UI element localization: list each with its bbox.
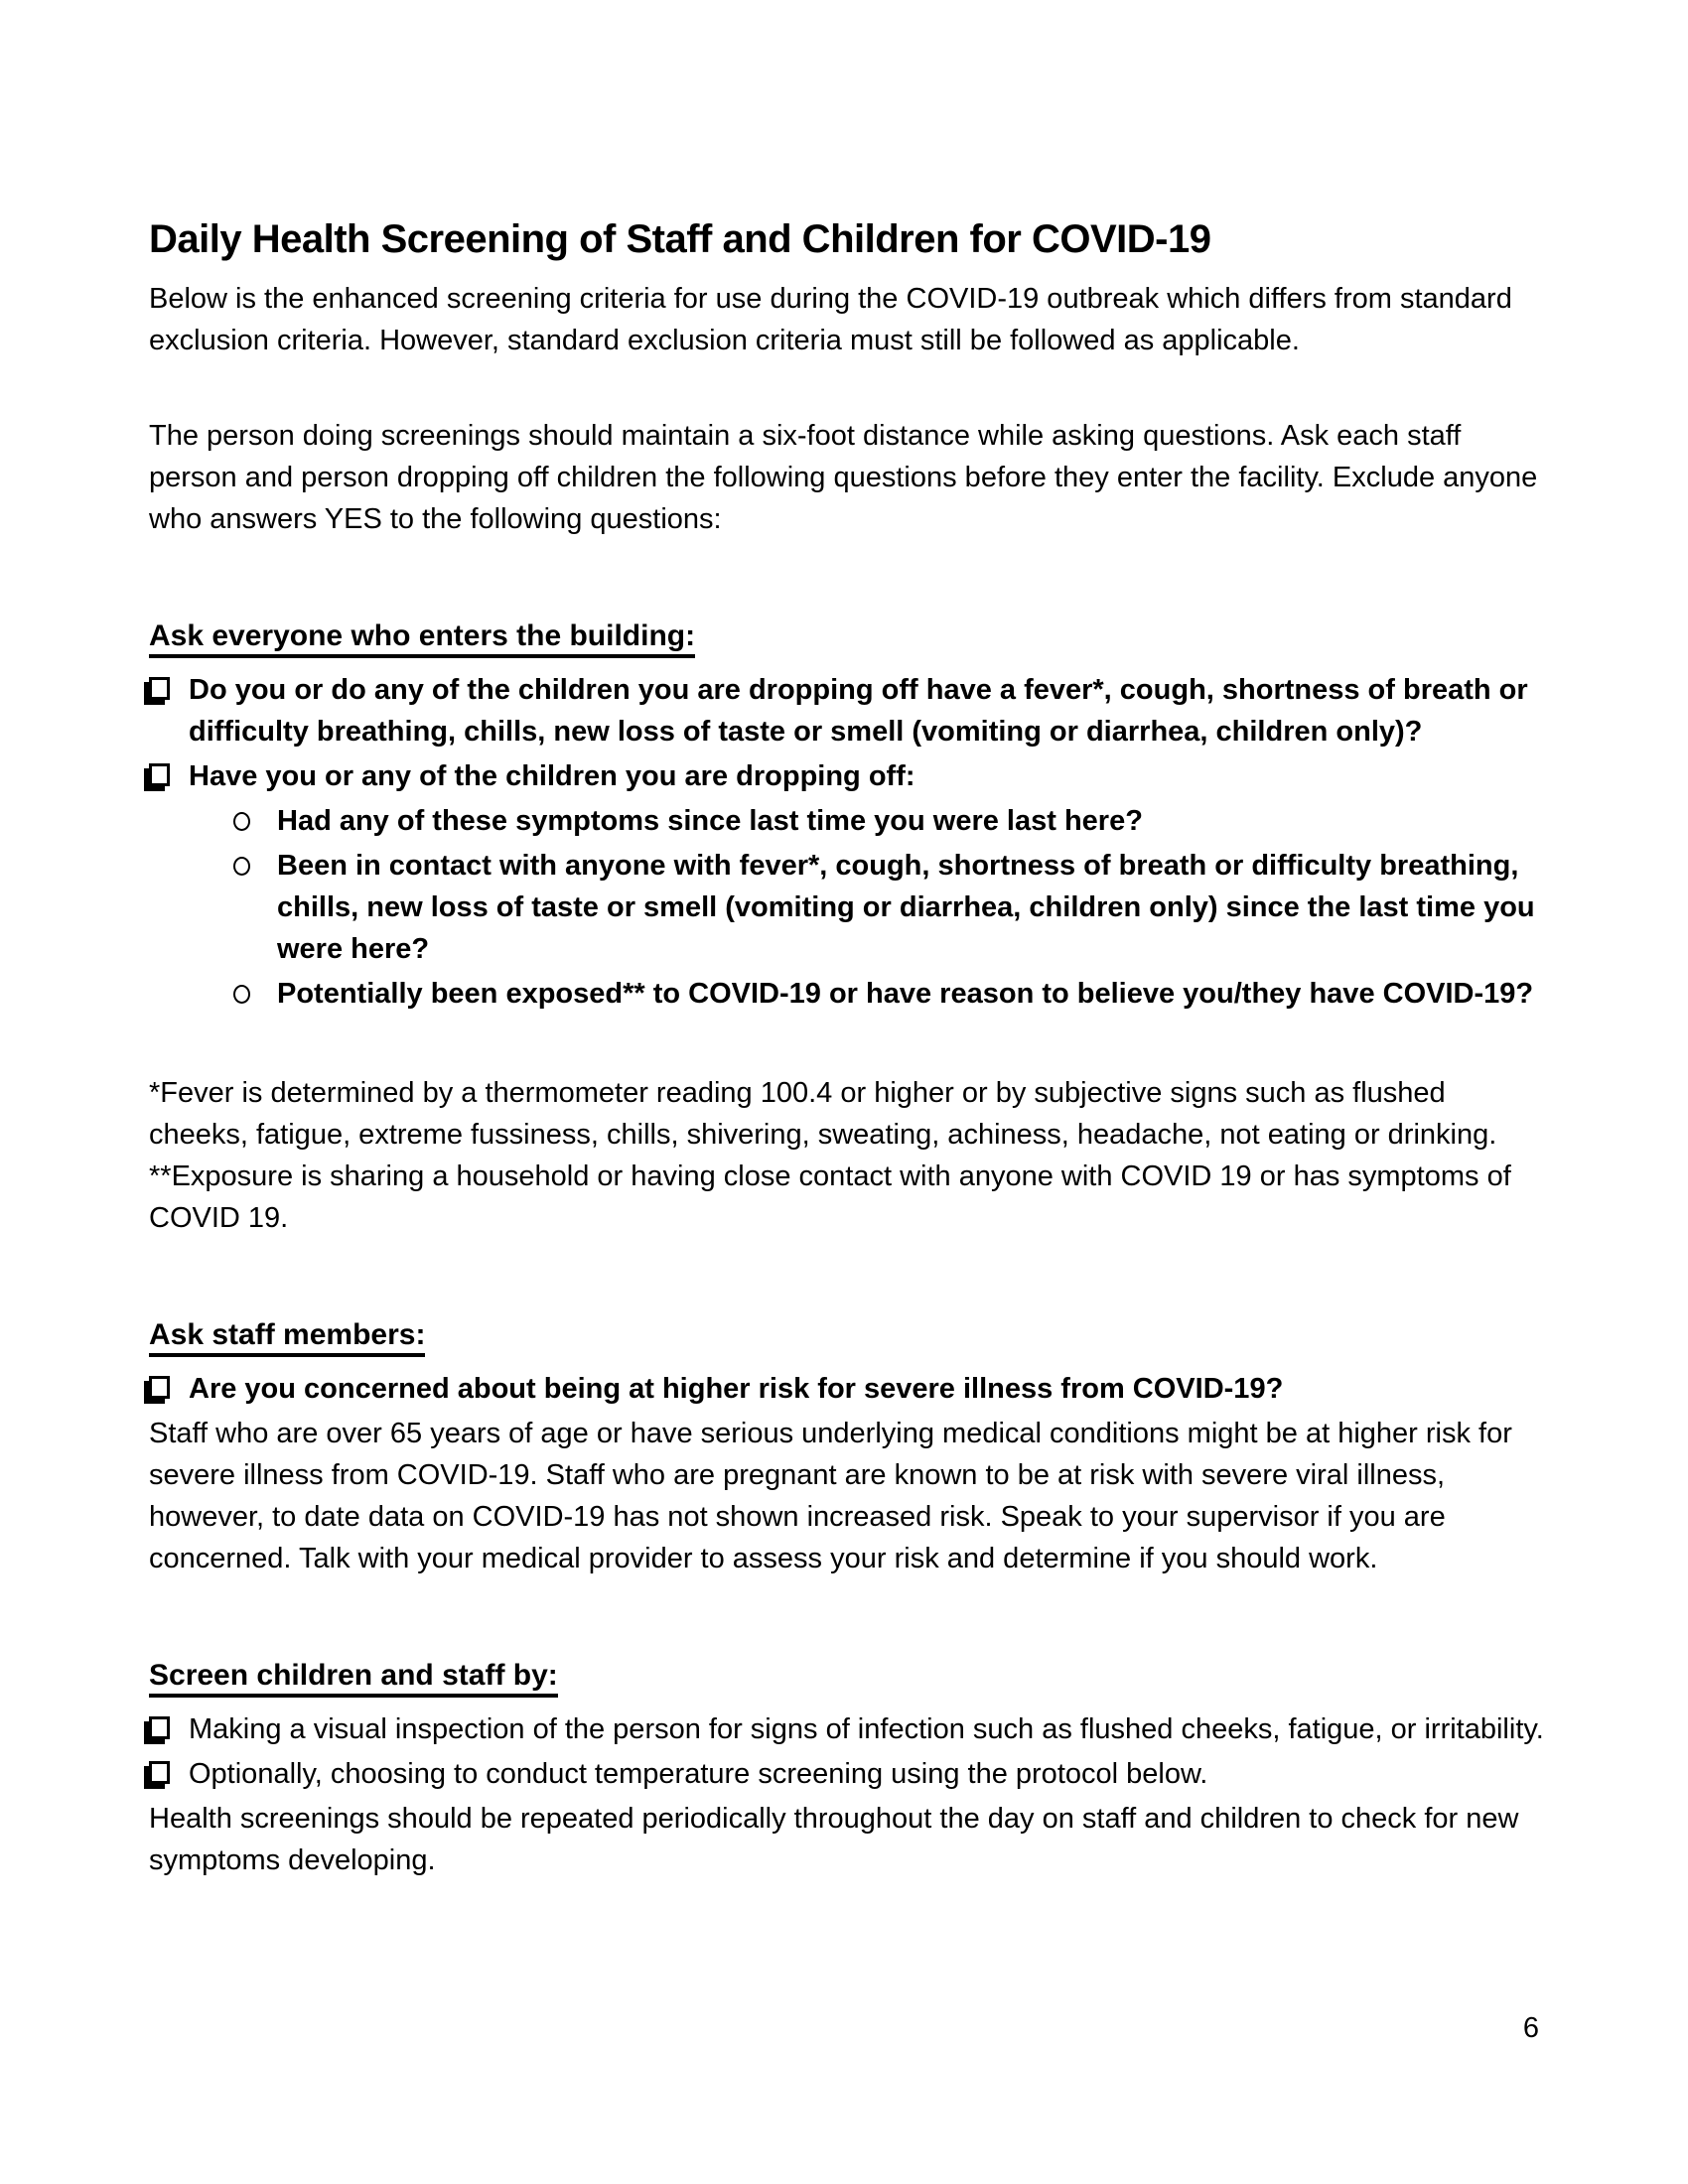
closing-paragraph: Health screenings should be repeated periodically throughout the day on staff and children to check for new symptoms developing. <box>149 1803 1519 1876</box>
checkbox-icon <box>149 1368 189 1399</box>
circle-bullet-icon <box>233 845 277 876</box>
section-heading-ask-everyone <box>149 615 1549 657</box>
sub-bullet-exposed <box>233 973 1549 1015</box>
sub-bullet-text: Been in contact with anyone with fever*, cough, shortness of breath or difficulty breathing, chills, new loss of taste or smell (vomiting or diarrhea, children only) since the last time you were here? <box>277 850 1535 965</box>
checkbox-item-text: Optionally, choosing to conduct temperature screening using the protocol below. <box>189 1758 1208 1790</box>
page-title: Daily Health Screening of Staff and Children for COVID-19 <box>149 217 1211 261</box>
checkbox-item-text: Making a visual inspection of the person for signs of infection such as flushed cheeks, fatigue, or irritability. <box>189 1713 1544 1745</box>
checkbox-item-text: Have you or any of the children you are dropping off: <box>189 760 915 792</box>
staff-risk-paragraph: Staff who are over 65 years of age or have serious underlying medical conditions might be at higher risk for severe illness from COVID-19. Staff who are pregnant are known to be at risk with severe viral illness, however, to date data on COVID-19 has not shown increased risk. Speak to your supervisor if you are concerned. Talk with your medical provider to assess your risk and determine if you should work. <box>149 1418 1512 1574</box>
section-heading-screen-by <box>149 1655 1549 1697</box>
checkbox-item-have-you-question <box>149 755 1549 797</box>
sub-bullet-symptoms <box>233 800 1549 842</box>
checkbox-item-visual-inspection <box>149 1708 1549 1750</box>
checkbox-item-fever-question <box>149 669 1549 752</box>
sub-bullet-contact <box>233 845 1549 970</box>
checkbox-icon <box>149 1708 189 1739</box>
checkbox-icon <box>149 669 189 700</box>
intro-paragraph-1: Below is the enhanced screening criteria for use during the COVID-19 outbreak which differs from standard exclusion criteria. However, standard exclusion criteria must still be followed as applicable. <box>149 283 1512 356</box>
circle-bullet-icon <box>233 973 277 1004</box>
checkbox-icon <box>149 755 189 786</box>
page-number: 6 <box>1522 2012 1539 2044</box>
footnote-fever: *Fever is determined by a thermometer reading 100.4 or higher or by subjective signs such as flushed cheeks, fatigue, extreme fussiness, chills, shivering, sweating, achiness, headache, not eating or drinking. <box>149 1077 1497 1151</box>
footnote-exposure: **Exposure is sharing a household or having close contact with anyone with COVID 19 or has symptoms of COVID 19. <box>149 1160 1511 1234</box>
section-heading-ask-everyone-text: Ask everyone who enters the building: <box>149 619 695 658</box>
section-heading-ask-staff <box>149 1314 1549 1356</box>
circle-bullet-icon <box>233 800 277 831</box>
sub-bullet-text: Had any of these symptoms since last time you were last here? <box>277 805 1143 837</box>
intro-paragraph-2: The person doing screenings should maintain a six-foot distance while asking questions. Ask each staff person and person dropping off children the following questions before they enter the facility. Exclude anyone who answers YES to the following questions: <box>149 420 1538 535</box>
checkbox-item-staff-risk-question <box>149 1368 1549 1410</box>
checkbox-item-temperature-screening <box>149 1753 1549 1795</box>
section-heading-ask-staff-text: Ask staff members: <box>149 1318 425 1357</box>
checkbox-icon <box>149 1753 189 1784</box>
footnotes <box>149 1072 1549 1239</box>
sub-bullet-text: Potentially been exposed** to COVID-19 or have reason to believe you/they have COVID-19? <box>277 978 1534 1010</box>
checkbox-item-text: Do you or do any of the children you are dropping off have a fever*, cough, shortness of breath or difficulty breathing, chills, new loss of taste or smell (vomiting or diarrhea, children only)? <box>189 674 1528 748</box>
checkbox-item-text: Are you concerned about being at higher risk for severe illness from COVID-19? <box>189 1373 1284 1405</box>
section-heading-screen-by-text: Screen children and staff by: <box>149 1659 558 1698</box>
